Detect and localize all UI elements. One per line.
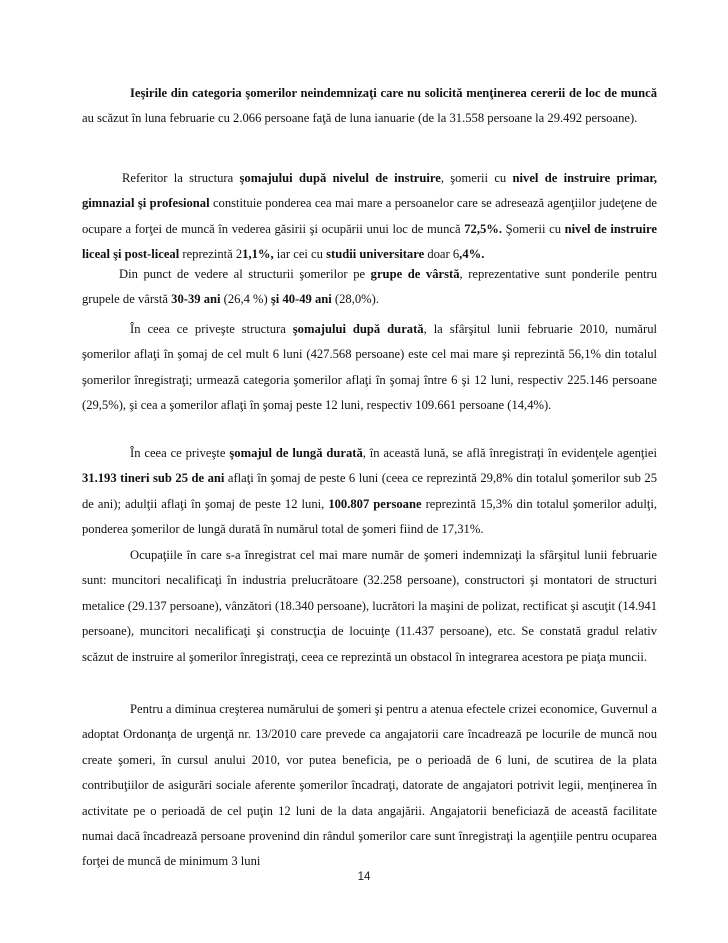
paragraph-government-measures: Pentru a diminua creşterea numărului de şomeri şi pentru a atenua efectele crizei economice, Guvernul a adoptat Ordonanţa de urgenţă nr. 13/2010 care prevede ca angajatorii care încadrează pe locurile de muncă nou create şomeri, în cursul anului 2010, vor putea beneficia, pe o perioadă de 6 luni, de scutirea de la plata contribuţiilor de asigurări sociale aferente şomerilor încadraţi, datorate de angajatori potrivit legii, menţinerea în activitate pe o perioadă de cel puţin 12 luni de la data angajării. Angajatorii beneficiază de această facilitate numai dacă încadrează persoane provenind din rândul şomerilor care sunt înregistraţi la agenţiile pentru ocuparea forţei de muncă de minimum 3 luni [82,702,657,869]
paragraph-age-groups: Din punct de vedere al structurii şomerilor pe grupe de vârstă, reprezentative sunt ponderile pentru grupele de vârstă 30-39 ani (26,4 %) şi 40-49 ani (28,0%). [82,267,658,307]
paragraph-long-term-unemployment: În ceea ce priveşte şomajul de lungă durată, în această lună, se află înregistraţi în evidenţele agenţiei 31.193 tineri sub 25 de ani aflaţi în şomaj de peste 6 luni (ceea ce reprezintă 29,8% din totalul şomerilor sub 25 de ani); adulţii aflaţi în şomaj de peste 12 luni, 100.807 persoane reprezintă 15,3% din totalul şomerilor adulţi, ponderea şomerilor de lungă durată în numărul total de şomeri fiind de 17,31%. [82,446,657,537]
paragraph-occupations: Ocupaţiile în care s-a înregistrat cel mai mare număr de şomeri indemnizaţi la sfârşitul lunii februarie sunt: muncitori necalificaţi în industria prelucrătoare (32.258 persoane), constructori şi montatori de structuri metalice (29.137 persoane), vânzători (18.340 persoane), lucrători la maşini de polizat, rectificat şi ascuţit (14.941 persoane), muncitori necalificaţi şi construcţia de locuinţe (11.437 persoane), etc. Se constată gradul relativ scăzut de instruire al şomerilor înregistraţi, ceea ce reprezintă un obstacol în integrarea acestora pe piaţa muncii. [82,548,657,664]
paragraph-education-structure: Referitor la structura şomajului după nivelul de instruire, şomerii cu nivel de instruire primar, gimnazial şi profesional constituie ponderea cea mai mare a persoanelor care se adresează agenţiilor judeţene de ocupare a forţei de muncă în vederea găsirii şi ocupării unui loc de muncă 72,5%. Şomerii cu nivel de instruire liceal şi post-liceal reprezintă 21,1%, iar cei cu studii universitare doar 6,4%. [82,171,658,262]
paragraph-duration-structure: În ceea ce priveşte structura şomajului după durată, la sfârşitul lunii februarie 2010, numărul şomerilor aflaţi în şomaj de cel mult 6 luni (427.568 persoane) este cel mai mare şi reprezintă 56,1% din totalul şomerilor înregistraţi; urmează categoria şomerilor aflaţi în şomaj între 6 şi 12 luni, respectiv 225.146 persoane (29,5%), şi cea a şomerilor aflaţi în şomaj peste 12 luni, respectiv 109.661 persoane (14,4%). [82,322,657,413]
paragraph-exits-non-indemnified: Ieşirile din categoria şomerilor neindemnizaţi care nu solicită menţinerea cererii de loc de muncă au scăzut în luna februarie cu 2.066 persoane faţă de luna ianuarie (de la 31.558 persoane la 29.492 persoane). [82,86,657,126]
page-number: 14 [357,871,371,883]
